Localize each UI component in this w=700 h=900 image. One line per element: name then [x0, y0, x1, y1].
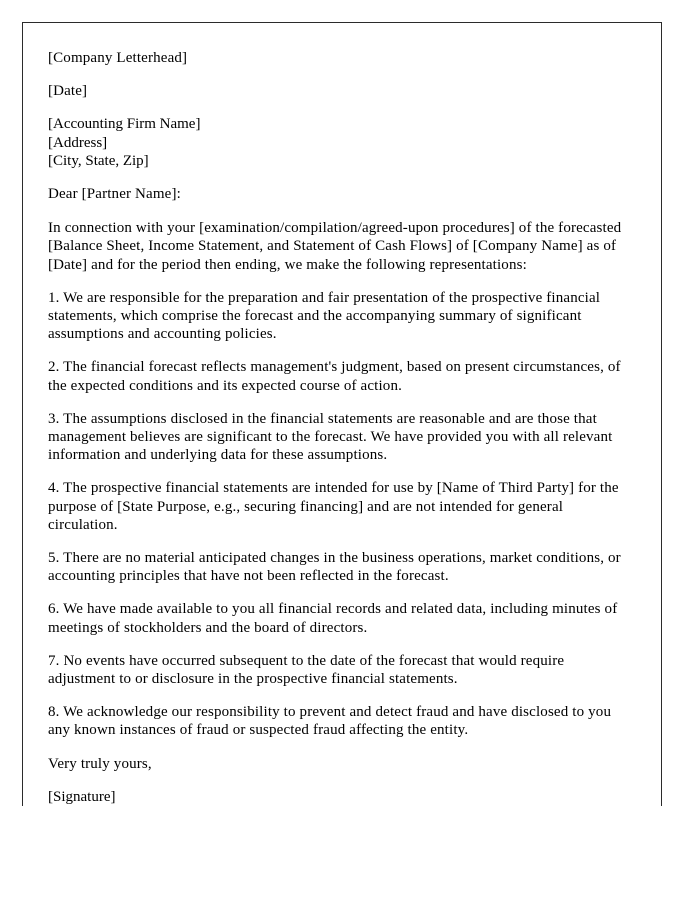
representation-item-8: 8. We acknowledge our responsibility to prevent and detect fraud and have disclosed to you any known instances of fraud or suspected fraud affecting the entity.: [48, 704, 612, 739]
recipient-address-block: [48, 115, 631, 170]
representation-item-4: 4. The prospective financial statements are intended for use by [Name of Third Party] for the purpose of [State Purpose, e.g., securing financing] and are not intended for general circulation.: [48, 480, 619, 533]
company-letterhead: [Company Letterhead]: [48, 50, 188, 66]
representation-item-5: 5. There are no material anticipated changes in the business operations, market conditions, or accounting principles that have not been reflected in the forecast.: [48, 550, 621, 585]
salutation: Dear [Partner Name]:: [48, 186, 181, 203]
representation-item-2: 2. The financial forecast reflects management's judgment, based on present circumstances, of the expected conditions and its expected course of action.: [48, 359, 621, 394]
recipient-firm-name: [Accounting Firm Name]: [48, 116, 201, 133]
document-page: [22, 22, 662, 806]
intro-paragraph: In connection with your [examination/compilation/agreed-upon procedures] of the forecasted [Balance Sheet, Income Statement, and Statement of Cash Flows] of [Company Name] as of [Date] and for the period then ending, we make the following representations:: [48, 220, 622, 273]
representation-item-6: 6. We have made available to you all financial records and related data, including minutes of meetings of stockholders and the board of directors.: [48, 601, 618, 636]
letter-date: [Date]: [48, 83, 88, 100]
recipient-city-state-zip: [City, State, Zip]: [48, 152, 149, 169]
representation-item-1: 1. We are responsible for the preparation and fair presentation of the prospective financial statements, which comprise the forecast and the accompanying summary of significant assumptions and accounting policies.: [48, 289, 601, 343]
signature-placeholder: [Signature]: [48, 788, 116, 805]
closing-salutation: Very truly yours,: [48, 755, 152, 772]
letter-body: [23, 23, 661, 806]
representation-item-3: 3. The assumptions disclosed in the financial statements are reasonable and are those that management believes are significant to the forecast. We have provided you with all relevant information and underlying data for these assumptions.: [48, 410, 613, 464]
recipient-street-address: [Address]: [48, 134, 108, 151]
representation-item-7: 7. No events have occurred subsequent to the date of the forecast that would require adjustment to or disclosure in the prospective financial statements.: [48, 652, 565, 688]
